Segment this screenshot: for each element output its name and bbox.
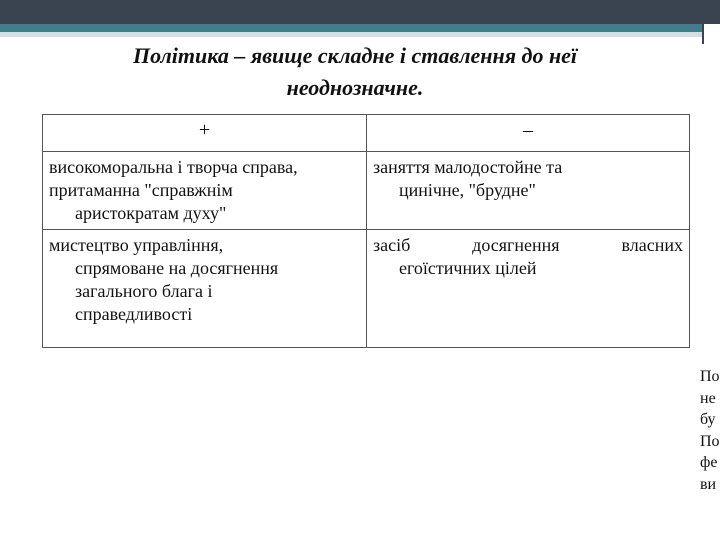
slide-title-line-1: Політика – явище складне і ставлення до неї [132, 43, 578, 68]
cell-line: високоморальна і творча справа, [49, 157, 298, 177]
cell-line: заняття малодостойне та [373, 157, 563, 177]
row1-positive-cell [43, 152, 367, 230]
table-row [43, 152, 690, 230]
side-text-line: не [700, 389, 716, 407]
row2-negative-cell [367, 230, 690, 348]
cell-line-justified [373, 234, 683, 257]
cell-line: притаманна "справжнім [49, 180, 233, 200]
slide-title-line-2: неоднозначне. [286, 75, 424, 100]
table-row [43, 230, 690, 348]
header-bar-light [0, 32, 720, 37]
word: засіб [373, 235, 411, 255]
cropped-side-text [700, 366, 720, 495]
side-text-line: бу [700, 411, 716, 428]
cell-line: спрямоване на досягнення [75, 258, 279, 278]
header-bar-notch [702, 24, 720, 44]
header-bar-dark [0, 0, 720, 24]
cell-line: егоїстичних цілей [399, 258, 537, 278]
slide-title [30, 40, 680, 104]
row2-positive-cell [43, 230, 367, 348]
cell-line: справедливості [75, 304, 193, 324]
side-text-line: По [700, 432, 720, 450]
header-bar-accent [0, 24, 720, 32]
side-text-line: По [700, 368, 720, 385]
side-text-line: фе [700, 454, 718, 471]
word: власних [621, 235, 683, 255]
table-header-row [43, 115, 690, 152]
header-plus: + [43, 115, 367, 152]
cell-line: цинічне, "брудне" [399, 180, 536, 200]
side-text-line: ви [700, 475, 717, 493]
cell-line: мистецтво управління, [49, 235, 224, 255]
cell-line: аристократам духу" [75, 203, 227, 223]
word: досягнення [472, 235, 560, 255]
row1-negative-cell [367, 152, 690, 230]
header-minus: – [367, 115, 690, 152]
comparison-table [42, 114, 690, 348]
cell-line: загального блага і [75, 281, 213, 301]
